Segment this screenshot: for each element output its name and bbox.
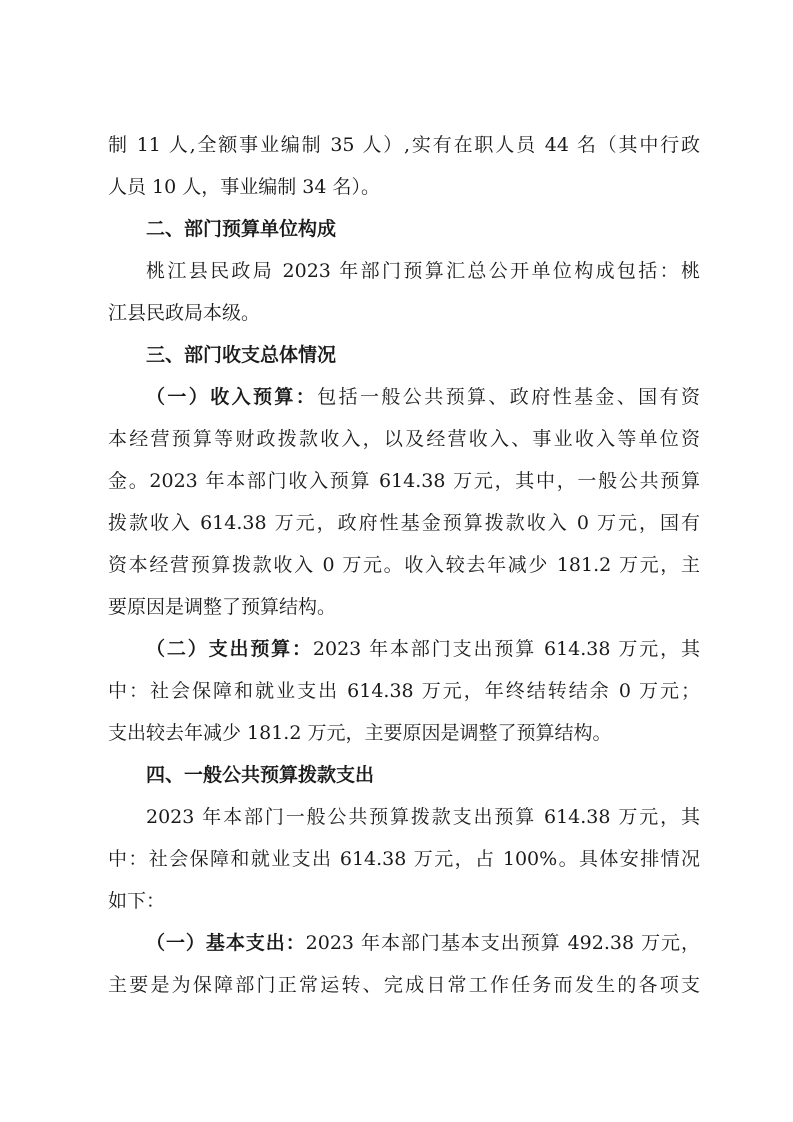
subsection-lead: （一）基本支出：: [146, 932, 306, 954]
paragraph-line: 2023 年本部门一般公共预算拨款支出预算 614.38 万元，其: [146, 806, 700, 828]
paragraph-line: [108, 628, 700, 670]
paragraph-line: 拨款收入 614.38 万元，政府性基金预算拨款收入 0 万元，国有: [108, 512, 700, 534]
paragraph-text: 包括一般公共预算、政府性基金、国有资: [317, 386, 700, 408]
paragraph-line: [108, 922, 700, 964]
document-body: [108, 124, 700, 1006]
paragraph-line: 资本经营预算拨款收入 0 万元。收入较去年减少 181.2 万元，主: [108, 554, 700, 576]
paragraph-line: 中：社会保障和就业支出 614.38 万元，年终结转结余 0 万元；: [108, 680, 700, 702]
section-heading-3: 三、部门收支总体情况: [146, 344, 337, 366]
paragraph-line: 桃江县民政局 2023 年部门预算汇总公开单位构成包括：桃: [146, 260, 700, 282]
paragraph-text: 2023 年本部门支出预算 614.38 万元，其: [312, 638, 700, 660]
paragraph-line: 江县民政局本级。: [108, 302, 261, 324]
subsection-lead: （二）支出预算：: [146, 638, 313, 660]
paragraph-line: [108, 376, 700, 418]
paragraph-line: 本经营预算等财政拨款收入，以及经营收入、事业收入等单位资: [108, 428, 700, 450]
paragraph-line: 制 11 人,全额事业编制 35 人）,实有在职人员 44 名（其中行政: [108, 134, 700, 156]
paragraph-line: 支出较去年减少 181.2 万元，主要原因是调整了预算结构。: [108, 722, 612, 744]
paragraph-line: 如下：: [108, 890, 166, 912]
paragraph-text: 2023 年本部门基本支出预算 492.38 万元，: [305, 932, 700, 954]
paragraph-line: 人员 10 人，事业编制 34 名）。: [108, 176, 381, 198]
paragraph-line: 主要是为保障部门正常运转、完成日常工作任务而发生的各项支: [108, 974, 700, 996]
paragraph-line: 金。2023 年本部门收入预算 614.38 万元，其中，一般公共预算: [108, 470, 700, 492]
section-heading-4: 四、一般公共预算拨款支出: [146, 764, 375, 786]
paragraph-line: 要原因是调整了预算结构。: [108, 596, 337, 618]
section-heading-2: 二、部门预算单位构成: [146, 218, 337, 240]
subsection-lead: （一）收入预算：: [146, 386, 318, 408]
paragraph-line: 中：社会保障和就业支出 614.38 万元，占 100%。具体安排情况: [108, 848, 700, 870]
